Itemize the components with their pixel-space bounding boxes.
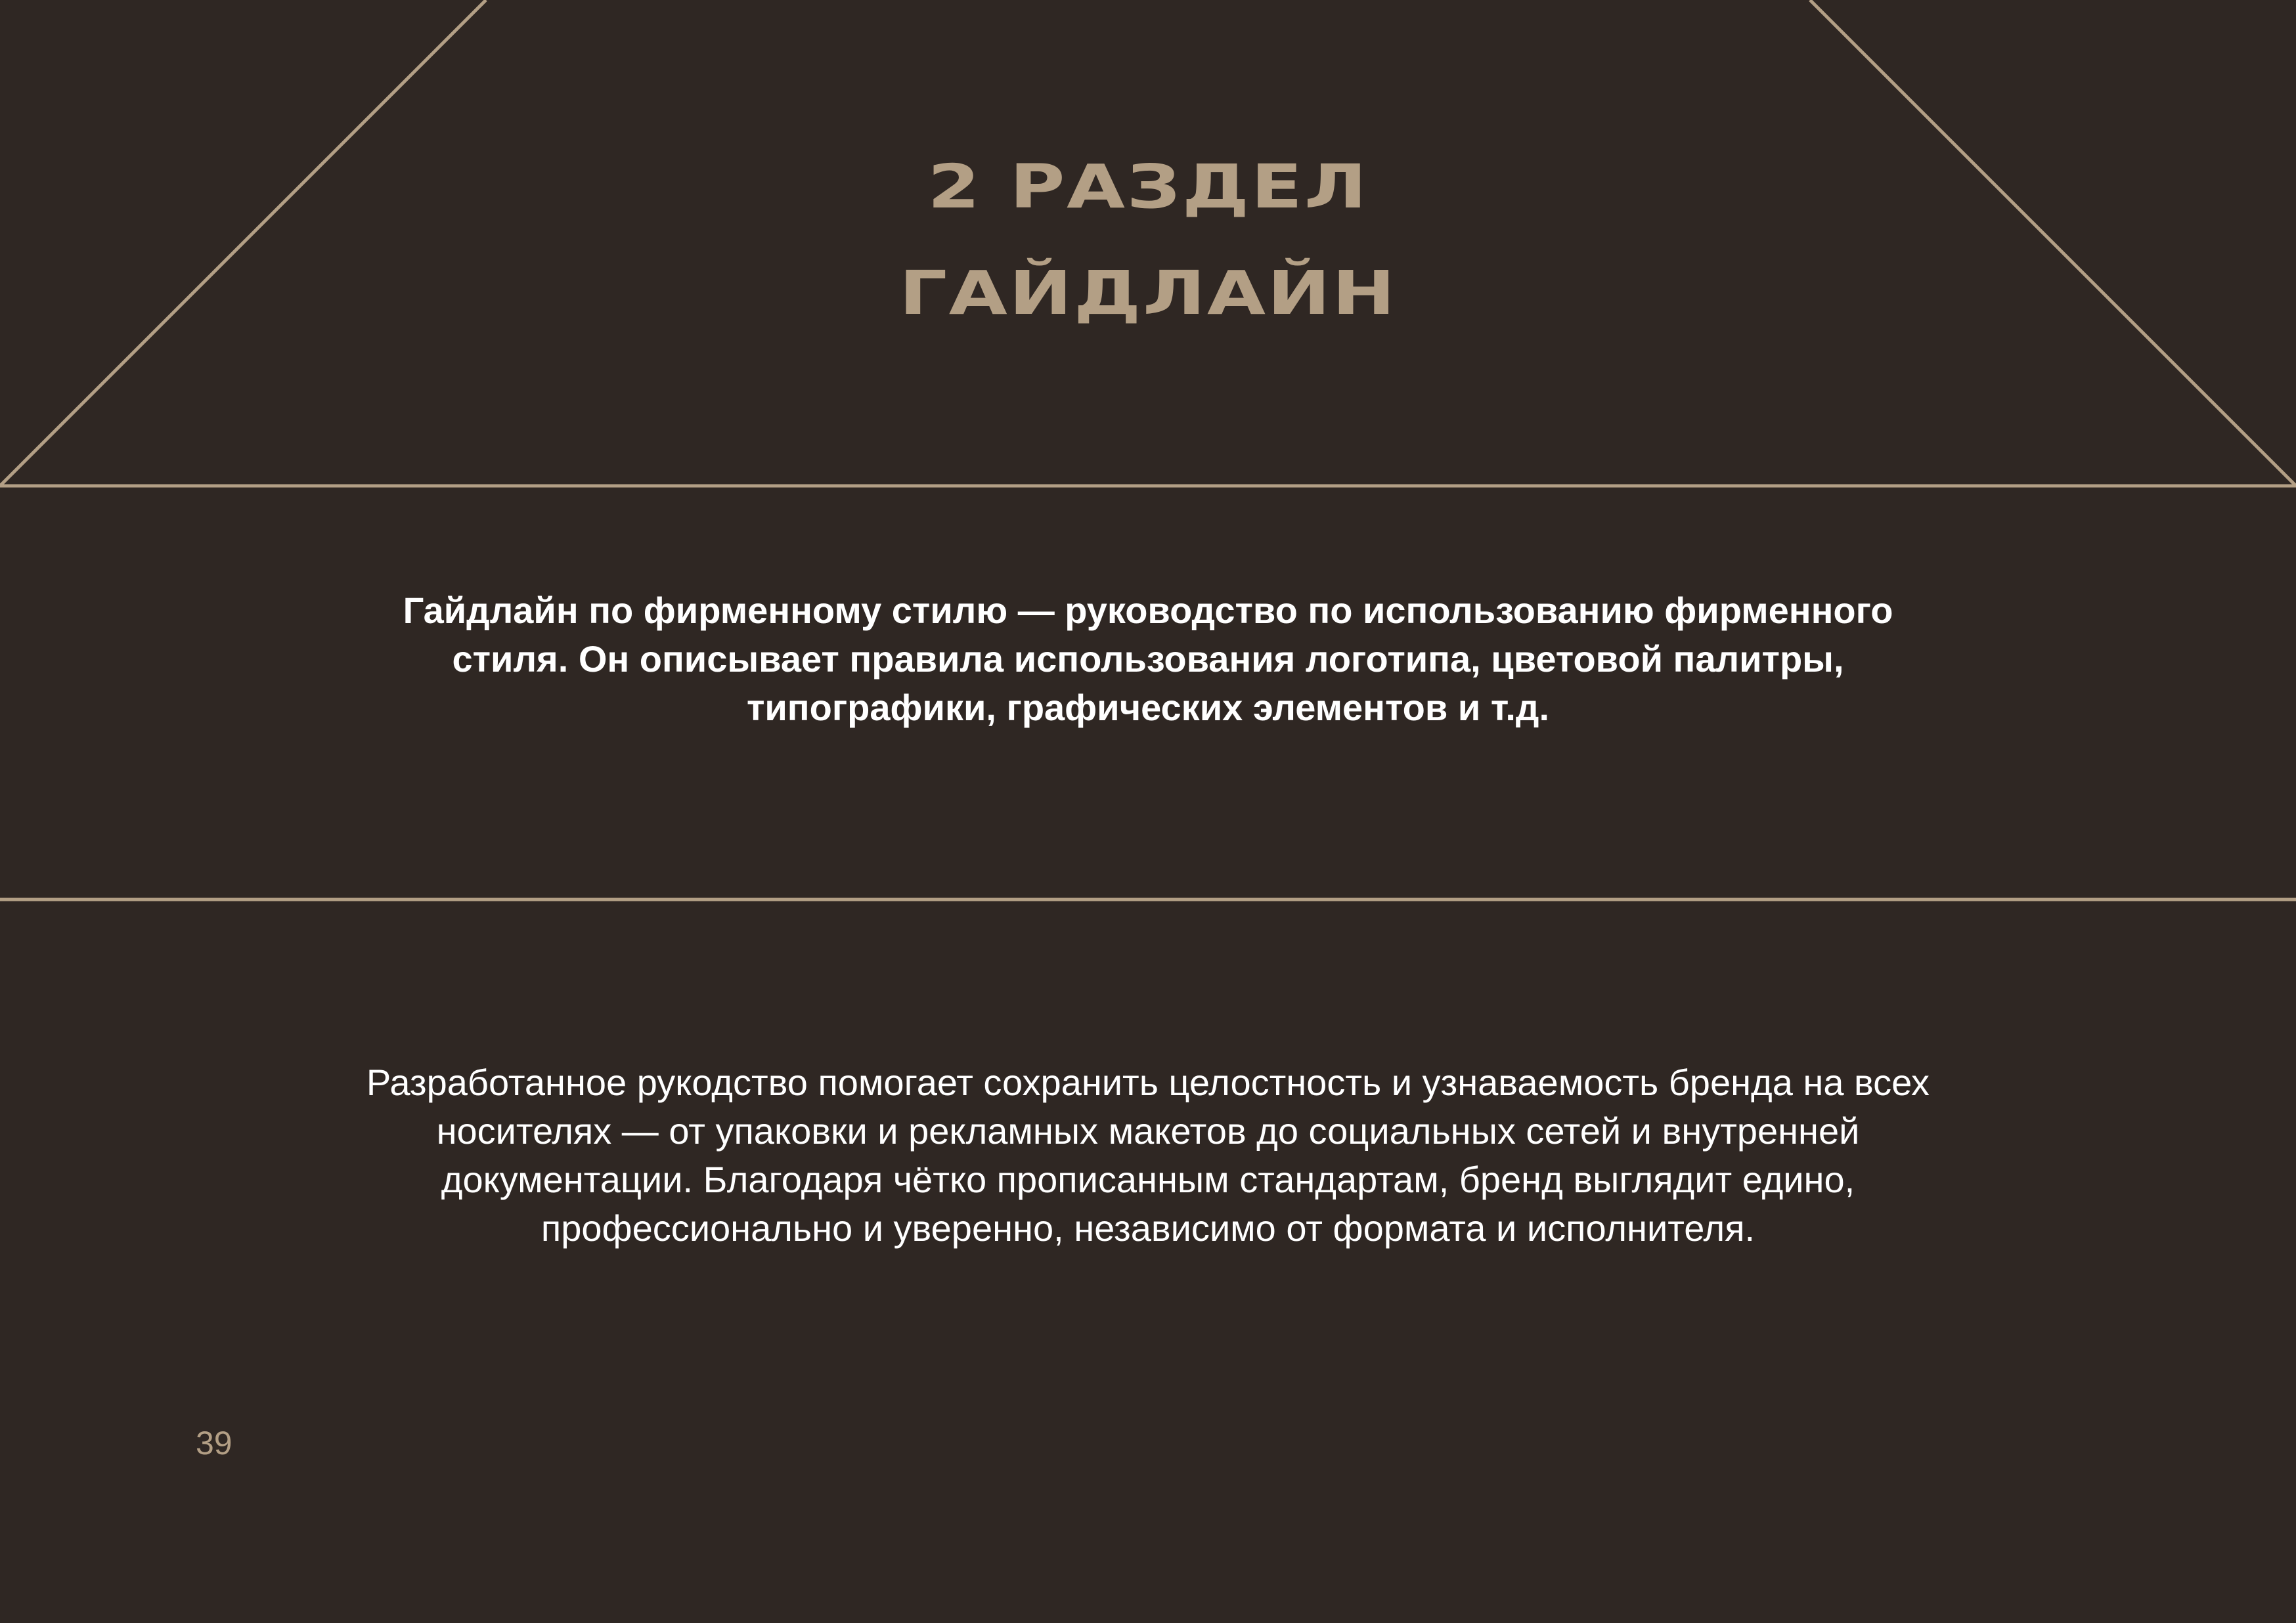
body-paragraph: Разработанное рукодство помогает сохранить целостность и узнаваемость бренда на всех носителях — от упаковки и рекламных макетов до социальных сетей и внутренней документации. Благодаря чётко прописанным стандартам, бренд выглядит едино, профессионально и уверенно, независимо от формата и исполнителя. (366, 1062, 1930, 1249)
section-title: ГАЙДЛАЙН (899, 258, 1397, 328)
section-number-label: 2 РАЗДЕЛ (927, 152, 1369, 222)
trapezoid-right-edge (1810, 0, 2296, 486)
trapezoid-left-edge (0, 0, 486, 486)
page-number: 39 (196, 1425, 232, 1461)
lead-paragraph: Гайдлайн по фирменному стилю — руководство по использованию фирменного стиля. Он описывает правила использования логотипа, цветовой палитры, типографики, графических элементов и т.д. (403, 590, 1893, 728)
